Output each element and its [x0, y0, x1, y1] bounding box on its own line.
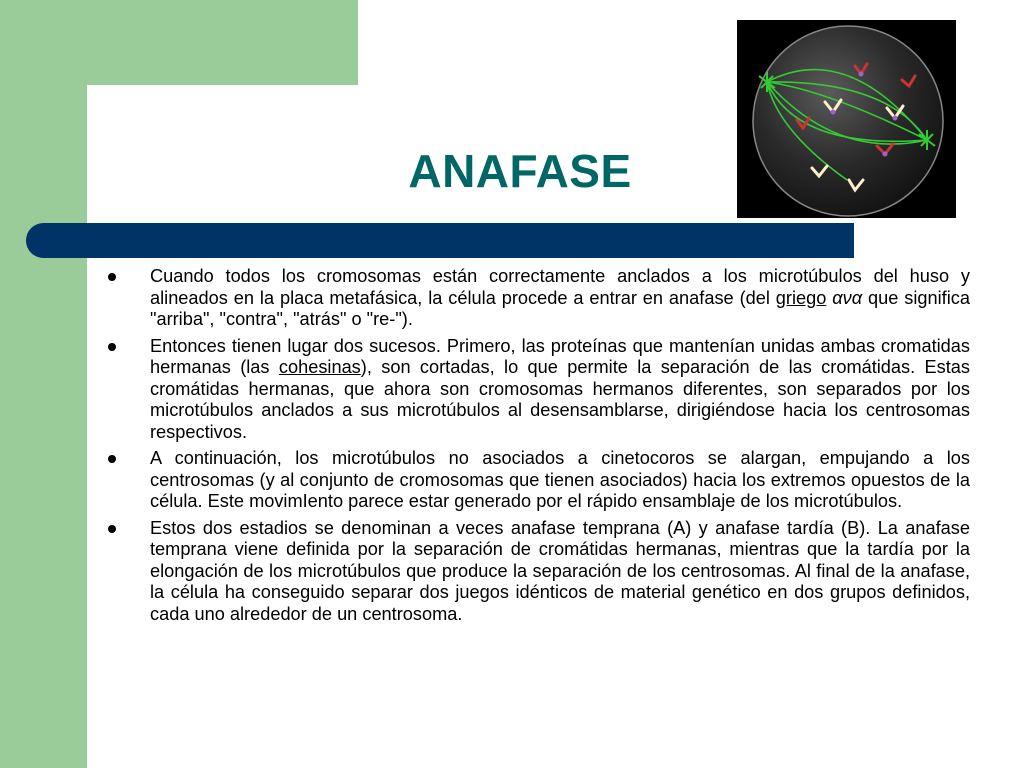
bullet-text: Cuando todos los cromosomas están correctamente anclados a los microtúbulos del huso y alineados en la placa metafásica, la célula procede a entrar en anafase (del — [150, 266, 970, 308]
anaphase-cell-image — [737, 20, 956, 218]
bullet-item — [108, 448, 970, 513]
title-underline-bar — [26, 223, 854, 258]
anaphase-illustration — [737, 20, 956, 218]
bullet-text: Entonces tienen lugar dos sucesos. Primero, las proteínas que mantenían unidas ambas cromatidas hermanas (las — [150, 335, 970, 377]
bullet-dot — [108, 343, 116, 351]
decor-green-band-top — [0, 0, 358, 85]
bullet-text: ), son cortadas, lo que permite la separación de las cromátidas. Estas cromátidas hermanas, que ahora son cromosomas hermanos diferentes, son separados por los microtúbulos anclados a sus microtúbulos al desensamblarse, dirigiéndose hacia los centrosomas respectivos. — [150, 357, 970, 442]
bullet-text: que significa "arriba", "contra", "atrás" o "re-"). — [150, 287, 970, 329]
bullet-list — [108, 266, 970, 630]
decor-green-band-left — [0, 0, 87, 768]
bullet-dot — [108, 273, 116, 281]
bullet-item — [108, 518, 970, 626]
decor-rounded-corner — [87, 85, 177, 175]
cell-membrane — [753, 26, 943, 216]
bullet-dot — [108, 525, 116, 533]
griego-link[interactable]: griego — [775, 287, 827, 308]
greek-term: ανα — [832, 287, 863, 308]
bullet-item — [108, 336, 970, 444]
bullet-item — [108, 266, 970, 331]
bullet-text: A continuación, los microtúbulos no asociados a cinetocoros se alargan, empujando a los centrosomas (y al conjunto de cromosomas que tienen asociados) hacia los extremos opuestos de la célula. Este movimIento parece estar generado por el rápido ensamblaje de los microtúbulos. — [150, 448, 970, 511]
slide-title: ANAFASE — [408, 145, 632, 197]
bullet-text: Estos dos estadios se denominan a veces anafase temprana (A) y anafase tardía (B). La anafase temprana viene definida por la separación de cromátidas hermanas, mientras que la tardía por la elongación de los microtúbulos que produce la separación de los centrosomas. Al final de la anafase, la célula ha conseguido separar dos juegos idénticos de material genético en dos grupos definidos, cada uno alrededor de un centrosoma. — [150, 517, 970, 624]
bullet-dot — [108, 455, 116, 463]
cohesinas-link[interactable]: cohesinas — [278, 357, 361, 377]
